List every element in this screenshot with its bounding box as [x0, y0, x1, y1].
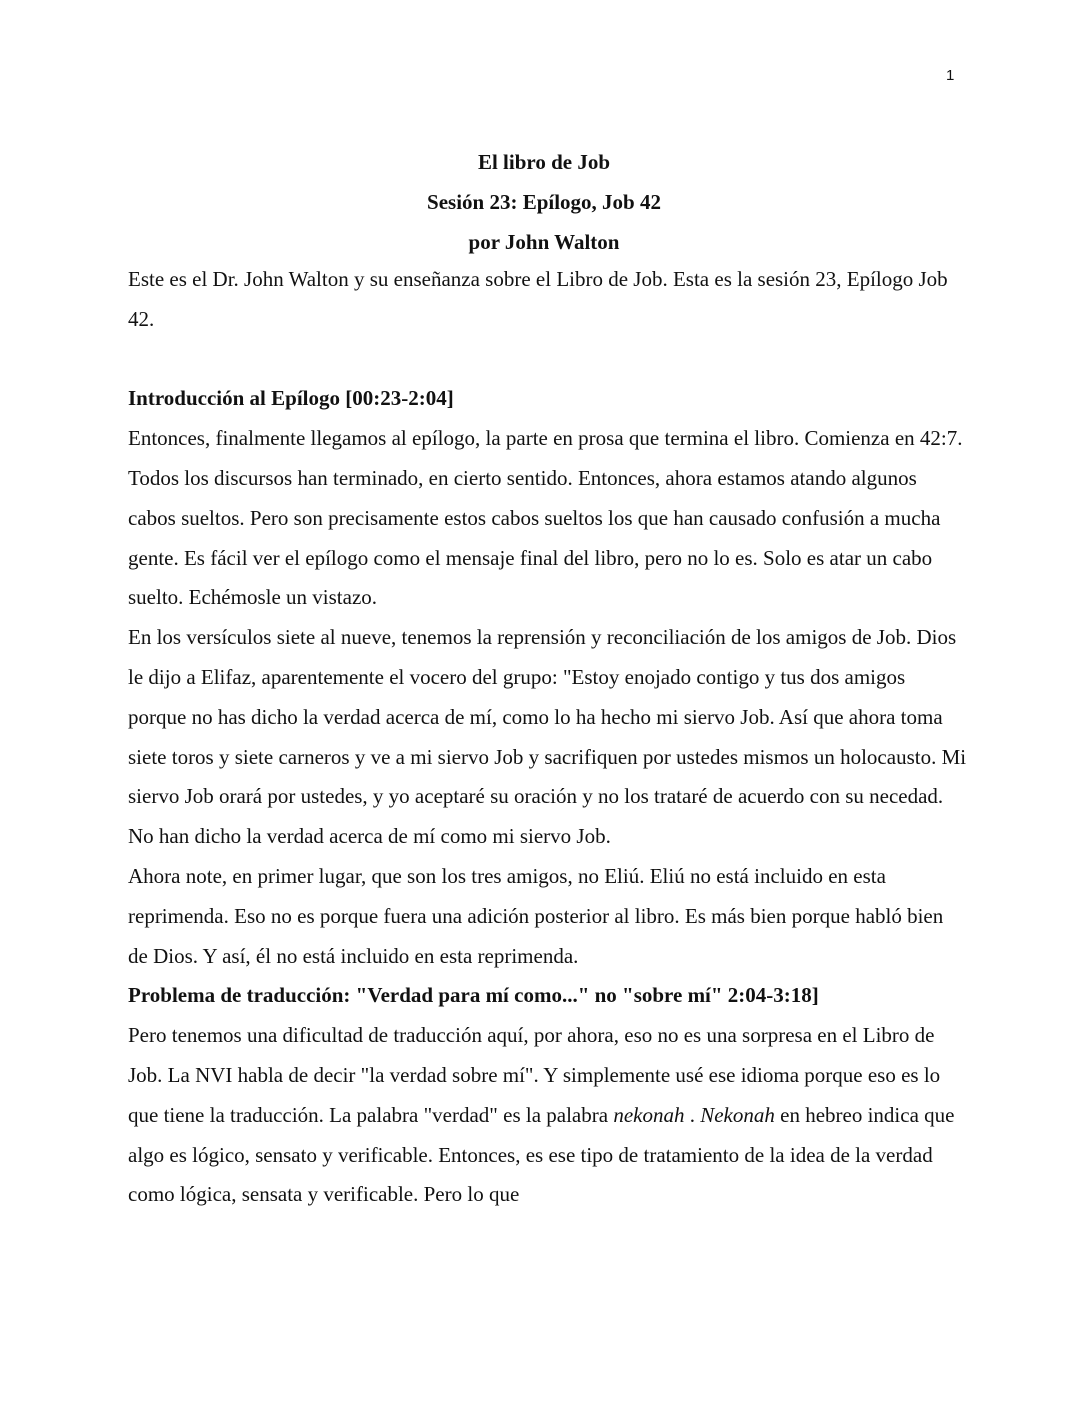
- text-segment: .: [684, 1102, 701, 1127]
- paragraph-translation-difficulty: [128, 1016, 968, 1215]
- text-segment: Pero tenemos una dificultad de traducción aquí, por ahora, eso no es una sorpresa en el Libro de Job. La NVI habla de decir "la verdad sobre mí". Y simplemente usé ese idioma porque eso es lo que tiene la traducción. La palabra "verdad" es la palabra: [128, 1023, 941, 1127]
- intro-paragraph: Este es el Dr. John Walton y su enseñanza sobre el Libro de Job. Esta es la sesión 23, Epílogo Job 42.: [128, 267, 948, 331]
- document-body: [128, 260, 968, 1215]
- section-heading-intro-epilogue: Introducción al Epílogo [00:23-2:04]: [128, 386, 454, 411]
- section-heading-translation-problem: Problema de traducción: "Verdad para mí como..." no "sobre mí" 2:04-3:18]: [128, 983, 819, 1008]
- hebrew-term: Nekonah: [700, 1102, 775, 1127]
- text-segment: en hebreo indica que algo es lógico, sensato y verificable. Entonces, es ese tipo de tratamiento de la idea de la verdad como lógica, sensata y verificable. Pero lo que: [128, 1102, 955, 1207]
- document-header: [0, 142, 1088, 262]
- paragraph-elihu-note: Ahora note, en primer lugar, que son los tres amigos, no Eliú. Eliú no está incluido en esta reprimenda. Eso no es porque fuera una adición posterior al libro. Es más bien porque habló bien de Dios. Y así, él no está incluido en esta reprimenda.: [128, 863, 944, 968]
- author-line: por John Walton: [468, 230, 620, 254]
- session-title: Sesión 23: Epílogo, Job 42: [427, 190, 661, 214]
- paragraph-friends-rebuke: En los versículos siete al nueve, tenemos la reprensión y reconciliación de los amigos de Job. Dios le dijo a Elifaz, aparentemente el vocero del grupo: "Estoy enojado contigo y tus dos amigos porque no has dicho la verdad acerca de mí, como lo ha hecho mi siervo Job. Así que ahora toma siete toros y siete carneros y ve a mi siervo Job y sacrifiquen por ustedes mismos un holocausto. Mi siervo Job orará por ustedes, y yo aceptaré su oración y no los trataré de acuerdo con su necedad. No han dicho la verdad acerca de mí como mi siervo Job.: [128, 625, 967, 849]
- document-title: El libro de Job: [477, 150, 611, 174]
- paragraph-epilogue-overview: Entonces, finalmente llegamos al epílogo, la parte en prosa que termina el libro. Comienza en 42:7. Todos los discursos han terminado, en cierto sentido. Entonces, ahora estamos atando algunos cabos sueltos. Pero son precisamente estos cabos sueltos los que han causado confusión a mucha gente. Es fácil ver el epílogo como el mensaje final del libro, pero no lo es. Solo es atar un cabo suelto. Echémosle un vistazo.: [128, 426, 963, 610]
- page-number: 1: [946, 67, 955, 84]
- hebrew-term: nekonah: [613, 1102, 685, 1127]
